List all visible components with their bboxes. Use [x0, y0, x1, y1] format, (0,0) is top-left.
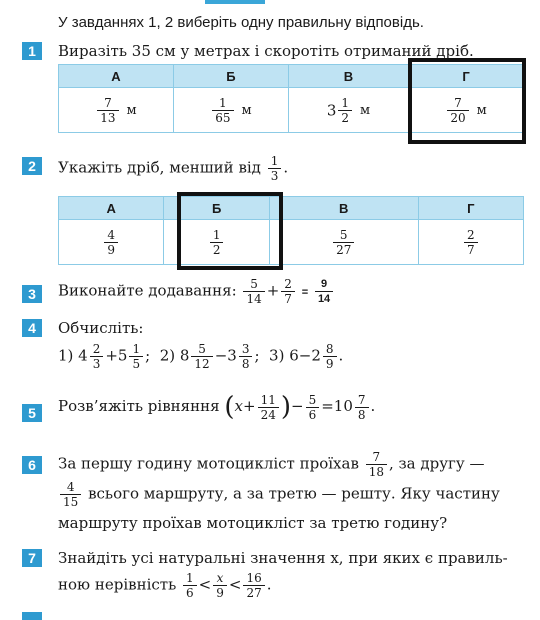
fraction: $\frac{7}{20}$	[447, 96, 468, 125]
fraction: $\frac{7}{13}$	[97, 96, 118, 125]
task-7-line-2: ною нерівність	[58, 575, 177, 594]
fraction: $\frac{2}{7}$	[464, 228, 478, 257]
task-4-expressions: 1) 4 $\frac{2}{3}$ +5 $\frac{1}{5}$ ; 2) 8 $\frac{5}{12}$ −3 $\frac{3}{8}$ ; 3) 6−2 $\frac{8}{9}$ .	[58, 342, 344, 371]
task-6-line-1: За першу годину мотоцикліст проїхав	[58, 454, 359, 473]
answer-table-2	[58, 196, 524, 265]
task-7-line-1: Знайдіть усі натуральні значення x, при яких є правиль-	[58, 549, 508, 567]
top-accent-bar	[205, 0, 265, 4]
next-task-badge-partial	[22, 612, 42, 620]
col-header-b: Б	[173, 65, 288, 88]
fraction: $\frac{4}{9}$	[104, 228, 118, 257]
fraction: $\frac{5}{27}$	[333, 228, 354, 257]
col-header-a: А	[59, 65, 174, 88]
col-header-v: В	[288, 65, 408, 88]
task-4-text: Обчисліть:	[58, 319, 144, 337]
answer-option-a[interactable]	[59, 220, 164, 265]
task-2-text: Укажіть дріб, менший від	[58, 158, 261, 177]
col-header-v: В	[269, 197, 418, 220]
task-3-text: Виконайте додавання:	[58, 281, 237, 300]
answer-option-g[interactable]: $\frac{7}{20}$ м	[409, 88, 524, 133]
selection-box-task2	[177, 192, 283, 270]
instruction-text: У завданнях 1, 2 виберіть одну правильну відповідь.	[58, 14, 424, 31]
answer-option-v[interactable]	[269, 220, 418, 265]
fraction: $\frac{1}{2}$	[210, 228, 224, 257]
col-header-g: Г	[409, 65, 524, 88]
fraction: $\frac{1}{65}$	[212, 96, 233, 125]
task-number-badge: 7	[22, 549, 42, 567]
handwritten-answer: $\frac{9}{14}$	[315, 277, 333, 306]
col-header-g: Г	[418, 197, 523, 220]
answer-option-v[interactable]: 3 $\frac{1}{2}$ м	[288, 88, 408, 133]
answer-option-a[interactable]: $\frac{7}{13}$ м	[59, 88, 174, 133]
task-number-badge: 5	[22, 404, 42, 422]
selection-box-task1	[408, 58, 526, 144]
fraction: $\frac{1}{2}$	[338, 96, 352, 125]
col-header-b: Б	[164, 197, 269, 220]
answer-option-b[interactable]: $\frac{1}{65}$ м	[173, 88, 288, 133]
task-number-badge: 4	[22, 319, 42, 337]
col-header-a: А	[59, 197, 164, 220]
task-number-badge: 2	[22, 157, 42, 175]
answer-option-g[interactable]	[418, 220, 523, 265]
task-5-text: Розв’яжіть рівняння	[58, 397, 220, 415]
fraction: $\frac{5}{14}$	[243, 277, 264, 306]
task-number-badge: 6	[22, 456, 42, 474]
task-6-line-3: маршруту проїхав мотоцикліст за третю годину?	[58, 514, 448, 532]
fraction: $\frac{2}{7}$	[281, 277, 295, 306]
fraction: $\frac{1}{3}$	[268, 154, 282, 183]
task-1-text: Виразіть 35 см у метрах і скоротіть отриманий дріб.	[58, 42, 474, 60]
task-6-line-2: всього маршруту, а за третю — решту. Яку частину	[88, 484, 500, 503]
task-number-badge: 1	[22, 42, 42, 60]
task-number-badge: 3	[22, 285, 42, 303]
